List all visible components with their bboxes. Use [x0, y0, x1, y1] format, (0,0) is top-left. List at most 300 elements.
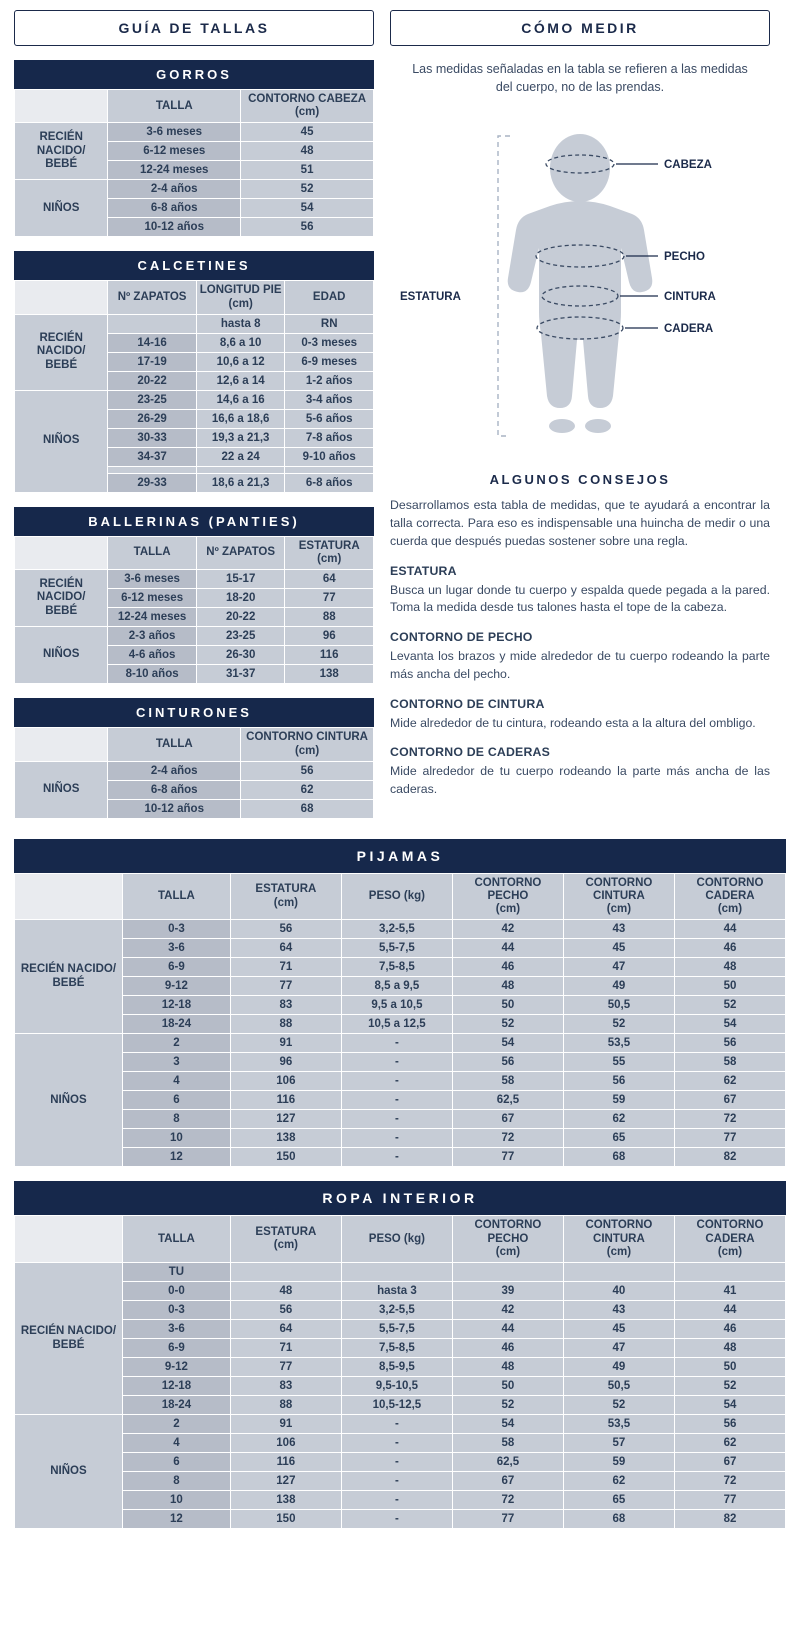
table-cell: 12,6 a 14 [196, 371, 285, 390]
table-cell: 3,2-5,5 [341, 1301, 452, 1320]
table-cell: 72 [452, 1491, 563, 1510]
table-cell: 62 [674, 1434, 785, 1453]
table-cell: 42 [452, 920, 563, 939]
table-cell: 67 [674, 1453, 785, 1472]
column-header: CONTORNO PECHO (cm) [452, 1216, 563, 1263]
table-cell: 52 [563, 1396, 674, 1415]
table-cell: 44 [674, 920, 785, 939]
table-cell: 3-6 [122, 1320, 230, 1339]
table-cell: 68 [563, 1148, 674, 1167]
table-cell: 26-29 [108, 409, 197, 428]
table-cell: 52 [674, 996, 785, 1015]
table-row [15, 1110, 786, 1129]
table-cell: 9-12 [122, 977, 230, 996]
table-cell: 12-24 meses [108, 161, 241, 180]
column-header: LONGITUD PIE (cm) [196, 281, 285, 314]
tip-text: Mide alrededor de tu cuerpo rodeando la parte más ancha de las caderas. [390, 764, 770, 797]
table-cell: 49 [563, 977, 674, 996]
table-cell: 18-20 [196, 589, 285, 608]
table-cell [674, 1263, 785, 1282]
table-cell: 9,5 a 10,5 [341, 996, 452, 1015]
advice-intro: Desarrollamos esta tabla de medidas, que te ayudará a encontrar la talla correcta. Para eso es indispensable una huincha de medir o una cuerda que después puedas sostener sobre una regla. [390, 498, 770, 548]
table-cell [563, 1263, 674, 1282]
table-cell: 52 [452, 1015, 563, 1034]
table-row [15, 390, 374, 409]
table-cell: 91 [230, 1034, 341, 1053]
column-header: ESTATURA (cm) [230, 1216, 341, 1263]
row-group-label: NIÑOS [15, 180, 108, 237]
table-cell: 15-17 [196, 570, 285, 589]
table-row [15, 1396, 786, 1415]
table-cell: 3-6 meses [108, 123, 241, 142]
table-cell: 64 [230, 1320, 341, 1339]
table-cell: 10 [122, 1129, 230, 1148]
column-header: CONTORNO CADERA (cm) [674, 873, 785, 920]
table-cell: - [341, 1129, 452, 1148]
table-cell: 67 [674, 1091, 785, 1110]
how-to-measure-title: CÓMO MEDIR [390, 10, 770, 46]
table-header-row [15, 536, 374, 569]
table-row [15, 1377, 786, 1396]
table-cell: 50 [674, 977, 785, 996]
table-cell: 6 [122, 1453, 230, 1472]
table-cell: 6-8 años [108, 780, 241, 799]
table-cell: 72 [674, 1110, 785, 1129]
body-measure-figure [390, 106, 770, 466]
table-cell: 44 [674, 1301, 785, 1320]
table-cell: 50,5 [563, 996, 674, 1015]
table-cell: 14,6 a 16 [196, 390, 285, 409]
table-cell: 9-10 años [285, 447, 374, 466]
how-to-measure-intro: Las medidas señaladas en la tabla se refieren a las medidas del cuerpo, no de las prendas. [412, 62, 748, 95]
table-pijamas [14, 873, 786, 1168]
table-row [15, 1320, 786, 1339]
table-row [15, 1415, 786, 1434]
table-cell: 138 [285, 665, 374, 684]
column-header: Nº ZAPATOS [196, 536, 285, 569]
table-cell: 64 [230, 939, 341, 958]
table-cell: 8,6 a 10 [196, 333, 285, 352]
tip-block [390, 696, 770, 733]
table-cell: 6 [122, 1091, 230, 1110]
table-cell: hasta 3 [341, 1282, 452, 1301]
table-cell: 10,5-12,5 [341, 1396, 452, 1415]
table-cell: - [341, 1053, 452, 1072]
table-cell: 58 [452, 1434, 563, 1453]
column-header: CONTORNO CINTURA (cm) [563, 1216, 674, 1263]
table-cell: 71 [230, 958, 341, 977]
table-cell: 77 [452, 1148, 563, 1167]
table-cell: 62,5 [452, 1453, 563, 1472]
table-cell: 56 [674, 1415, 785, 1434]
table-cell: 23-25 [108, 390, 197, 409]
table-cell: 53,5 [563, 1415, 674, 1434]
table-cell: 0-3 meses [285, 333, 374, 352]
table-cell: 44 [452, 939, 563, 958]
table-cell: 77 [230, 977, 341, 996]
table-cell: 4 [122, 1072, 230, 1091]
table-header-row [15, 281, 374, 314]
left-tables [14, 60, 374, 819]
table-cell: - [341, 1491, 452, 1510]
table-cell: 5,5-7,5 [341, 939, 452, 958]
header-blank [15, 536, 108, 569]
table-cell: 62,5 [452, 1091, 563, 1110]
table-cell: 5-6 años [285, 409, 374, 428]
table-cell: 48 [452, 977, 563, 996]
table-cell: 46 [452, 958, 563, 977]
table-cell: 41 [674, 1282, 785, 1301]
table-cell: 56 [241, 761, 374, 780]
table-row [15, 920, 786, 939]
table-row [15, 627, 374, 646]
column-header: CONTORNO CADERA (cm) [674, 1216, 785, 1263]
table-cell: - [341, 1091, 452, 1110]
table-cell: 8 [122, 1110, 230, 1129]
advice-title: ALGUNOS CONSEJOS [489, 472, 671, 488]
table-cell: - [341, 1072, 452, 1091]
row-group-label: NIÑOS [15, 1034, 123, 1167]
table-cell: 34-37 [108, 447, 197, 466]
row-group-label: RECIÉN NACIDO/ BEBÉ [15, 123, 108, 180]
table-cell: 10-12 años [108, 799, 241, 818]
table-cell: 7,5-8,5 [341, 958, 452, 977]
table-cell: 56 [674, 1034, 785, 1053]
label-cintura: CINTURA [664, 291, 716, 304]
table-cell: 77 [285, 589, 374, 608]
table-cell: 48 [230, 1282, 341, 1301]
table-row [15, 1491, 786, 1510]
table-row [15, 1148, 786, 1167]
row-group-label: RECIÉN NACIDO/ BEBÉ [15, 1263, 123, 1415]
table-cell: 77 [452, 1510, 563, 1529]
table-cell: 3 [122, 1053, 230, 1072]
table-row [15, 1453, 786, 1472]
child-figure-svg [390, 106, 770, 466]
table-cell: 116 [230, 1453, 341, 1472]
table-cell: 106 [230, 1434, 341, 1453]
table-ropa-interior [14, 1215, 786, 1529]
header-blank [15, 281, 108, 314]
table-cell: 62 [674, 1072, 785, 1091]
table-row [15, 1282, 786, 1301]
tip-text: Mide alrededor de tu cintura, rodeando esta a la altura del ombligo. [390, 715, 756, 730]
table-cell: 26-30 [196, 646, 285, 665]
section-header-cinturones: CINTURONES [14, 698, 374, 727]
table-cell: - [341, 1148, 452, 1167]
table-cell: 46 [674, 1320, 785, 1339]
table-row [15, 977, 786, 996]
column-header: ESTATURA (cm) [285, 536, 374, 569]
table-cell: 8-10 años [108, 665, 197, 684]
table-cell: 54 [674, 1015, 785, 1034]
section-header-calcetines: CALCETINES [14, 251, 374, 280]
column-header: EDAD [285, 281, 374, 314]
table-cell: 42 [452, 1301, 563, 1320]
section-header-gorros: GORROS [14, 60, 374, 89]
table-cell: 0-3 [122, 920, 230, 939]
header-blank [15, 728, 108, 761]
table-cell: 45 [241, 123, 374, 142]
table-cell: 46 [452, 1339, 563, 1358]
table-cell: 47 [563, 1339, 674, 1358]
table-cell: 150 [230, 1510, 341, 1529]
table-cell: 68 [563, 1510, 674, 1529]
table-cell: 59 [563, 1453, 674, 1472]
label-cadera: CADERA [664, 323, 714, 336]
table-cell: 6-12 meses [108, 589, 197, 608]
table-cell: 3-4 años [285, 390, 374, 409]
label-cabeza: CABEZA [664, 159, 712, 172]
table-cell: 82 [674, 1148, 785, 1167]
table-cell: 68 [241, 799, 374, 818]
table-cell: - [341, 1510, 452, 1529]
table-row [15, 1015, 786, 1034]
table-cell: 6-8 años [108, 199, 241, 218]
how-to-measure-column [390, 10, 770, 811]
table-cell: 5,5-7,5 [341, 1320, 452, 1339]
table-cell: 12-18 [122, 996, 230, 1015]
table-row [15, 1510, 786, 1529]
table-cell: 77 [674, 1129, 785, 1148]
column-header: TALLA [122, 873, 230, 920]
table-cell: 48 [674, 1339, 785, 1358]
table-cell: 17-19 [108, 352, 197, 371]
table-cell: 59 [563, 1091, 674, 1110]
advice-tips [390, 563, 770, 799]
table-cell: - [341, 1415, 452, 1434]
table-row [15, 1091, 786, 1110]
table-cell [108, 314, 197, 333]
table-cell: 51 [241, 161, 374, 180]
column-header: CONTORNO CABEZA (cm) [241, 90, 374, 123]
table-cell: 43 [563, 920, 674, 939]
table-cell: 9,5-10,5 [341, 1377, 452, 1396]
table-cell: TU [122, 1263, 230, 1282]
table-cell: 19,3 a 21,3 [196, 428, 285, 447]
table-cell: 18,6 a 21,3 [196, 473, 285, 492]
tip-block [390, 744, 770, 798]
table-cell: 54 [674, 1396, 785, 1415]
table-cell: 56 [452, 1053, 563, 1072]
table-cell: 82 [674, 1510, 785, 1529]
table-cell: 77 [230, 1358, 341, 1377]
table-cell [452, 1263, 563, 1282]
table-cell: 8,5 a 9,5 [341, 977, 452, 996]
table-cell: 62 [563, 1472, 674, 1491]
table-cell: 54 [241, 199, 374, 218]
table-cell: 116 [285, 646, 374, 665]
table-cell: 54 [452, 1415, 563, 1434]
table-gorros [14, 89, 374, 237]
table-header-row [15, 873, 786, 920]
tip-block [390, 563, 770, 617]
column-header: CONTORNO PECHO (cm) [452, 873, 563, 920]
table-row [15, 1339, 786, 1358]
table-cell: 0-3 [122, 1301, 230, 1320]
size-guide-column [14, 10, 374, 833]
tip-heading: ESTATURA [390, 563, 457, 578]
table-cell: 64 [285, 570, 374, 589]
table-cell: 12 [122, 1148, 230, 1167]
table-cell: 8 [122, 1472, 230, 1491]
table-cell: 65 [563, 1129, 674, 1148]
table-calcetines [14, 280, 374, 492]
table-cell: 9-12 [122, 1358, 230, 1377]
column-header: ESTATURA (cm) [230, 873, 341, 920]
column-header: CONTORNO CINTURA (cm) [563, 873, 674, 920]
table-cell: 83 [230, 1377, 341, 1396]
table-cell: 10 [122, 1491, 230, 1510]
table-row [15, 180, 374, 199]
table-cell: 91 [230, 1415, 341, 1434]
table-cell: hasta 8 [196, 314, 285, 333]
table-cell: 45 [563, 1320, 674, 1339]
table-cell: 3-6 [122, 939, 230, 958]
table-cell: 12-24 meses [108, 608, 197, 627]
table-cell: 10,5 a 12,5 [341, 1015, 452, 1034]
table-row [15, 939, 786, 958]
table-cell: 54 [452, 1034, 563, 1053]
table-row [15, 1472, 786, 1491]
table-header-row [15, 1216, 786, 1263]
section-header-ropa-interior: ROPA INTERIOR [14, 1181, 786, 1215]
column-header: CONTORNO CINTURA (cm) [241, 728, 374, 761]
table-cell: 6-9 [122, 958, 230, 977]
table-row [15, 761, 374, 780]
column-header: PESO (kg) [341, 873, 452, 920]
table-cell: 55 [563, 1053, 674, 1072]
table-cell: 48 [452, 1358, 563, 1377]
tip-heading: CONTORNO DE PECHO [390, 630, 533, 645]
table-cell: 44 [452, 1320, 563, 1339]
table-cell: - [341, 1472, 452, 1491]
table-row [15, 996, 786, 1015]
table-cell: 6-9 meses [285, 352, 374, 371]
table-row [15, 123, 374, 142]
row-group-label: NIÑOS [15, 390, 108, 492]
column-header: TALLA [108, 728, 241, 761]
table-row [15, 1358, 786, 1377]
table-cell: 2 [122, 1034, 230, 1053]
table-cell: - [341, 1434, 452, 1453]
table-header-row [15, 728, 374, 761]
table-cell: 45 [563, 939, 674, 958]
table-cell: 1-2 años [285, 371, 374, 390]
table-cell: 0-0 [122, 1282, 230, 1301]
table-cell: 6-12 meses [108, 142, 241, 161]
table-cell: 49 [563, 1358, 674, 1377]
top-columns [14, 10, 786, 833]
table-cell [230, 1263, 341, 1282]
table-cell: 29-33 [108, 473, 197, 492]
table-cell: 57 [563, 1434, 674, 1453]
table-row [15, 1434, 786, 1453]
table-row [15, 1263, 786, 1282]
table-cell: 30-33 [108, 428, 197, 447]
header-blank [15, 873, 123, 920]
table-cell: 56 [230, 920, 341, 939]
table-cell: 127 [230, 1472, 341, 1491]
table-cell: 46 [674, 939, 785, 958]
table-cell: 18-24 [122, 1015, 230, 1034]
tip-heading: CONTORNO DE CADERAS [390, 745, 551, 760]
table-cell: 18-24 [122, 1396, 230, 1415]
table-cell: 50 [674, 1358, 785, 1377]
tip-text: Levanta los brazos y mide alrededor de tu cuerpo rodeando la parte más ancha del pecho. [390, 649, 770, 681]
section-header-ballerinas: BALLERINAS (PANTIES) [14, 507, 374, 536]
label-estatura: ESTATURA [400, 291, 461, 304]
table-cell: 71 [230, 1339, 341, 1358]
table-cell: 138 [230, 1491, 341, 1510]
table-cell: 43 [563, 1301, 674, 1320]
row-group-label: RECIÉN NACIDO/ BEBÉ [15, 920, 123, 1034]
table-cell: 3-6 meses [108, 570, 197, 589]
table-cell: 2-3 años [108, 627, 197, 646]
table-cell: 52 [563, 1015, 674, 1034]
table-cell: 56 [563, 1072, 674, 1091]
row-group-label: NIÑOS [15, 761, 108, 818]
table-cell: 4-6 años [108, 646, 197, 665]
table-cell [108, 466, 197, 473]
row-group-label: RECIÉN NACIDO/ BEBÉ [15, 570, 108, 627]
table-cell: 10-12 años [108, 218, 241, 237]
table-cell: 62 [563, 1110, 674, 1129]
table-cell: 12-18 [122, 1377, 230, 1396]
table-row [15, 1301, 786, 1320]
section-header-pijamas: PIJAMAS [14, 839, 786, 873]
table-ballerinas [14, 536, 374, 684]
table-cell: 62 [241, 780, 374, 799]
table-cell: 6-8 años [285, 473, 374, 492]
table-cell: 65 [563, 1491, 674, 1510]
table-cell: - [341, 1110, 452, 1129]
table-cell: 4 [122, 1434, 230, 1453]
table-cell: 116 [230, 1091, 341, 1110]
row-group-label: RECIÉN NACIDO/ BEBÉ [15, 314, 108, 390]
tip-text: Busca un lugar donde tu cuerpo y espalda quede pegada a la pared. Toma la medida desde tus talones hasta el tope de la cabeza. [390, 582, 770, 615]
row-group-label: NIÑOS [15, 1415, 123, 1529]
table-cell: 127 [230, 1110, 341, 1129]
table-cell: 83 [230, 996, 341, 1015]
table-cell: - [341, 1034, 452, 1053]
table-cell: 31-37 [196, 665, 285, 684]
table-cell: 67 [452, 1110, 563, 1129]
table-cell: 7,5-8,5 [341, 1339, 452, 1358]
table-cell: RN [285, 314, 374, 333]
table-cell: 67 [452, 1472, 563, 1491]
table-cell: 50 [452, 996, 563, 1015]
table-cell: 16,6 a 18,6 [196, 409, 285, 428]
table-cell: 39 [452, 1282, 563, 1301]
table-cell: 40 [563, 1282, 674, 1301]
table-cell: 58 [674, 1053, 785, 1072]
column-header: TALLA [122, 1216, 230, 1263]
table-cell: 7-8 años [285, 428, 374, 447]
header-blank [15, 1216, 123, 1263]
table-cinturones [14, 727, 374, 818]
table-header-row [15, 90, 374, 123]
table-cell: 23-25 [196, 627, 285, 646]
table-row [15, 1072, 786, 1091]
table-cell [341, 1263, 452, 1282]
table-cell: 72 [674, 1472, 785, 1491]
label-pecho: PECHO [664, 251, 705, 264]
table-cell: 47 [563, 958, 674, 977]
table-cell: 88 [230, 1015, 341, 1034]
table-cell: 2-4 años [108, 761, 241, 780]
table-cell: 50,5 [563, 1377, 674, 1396]
